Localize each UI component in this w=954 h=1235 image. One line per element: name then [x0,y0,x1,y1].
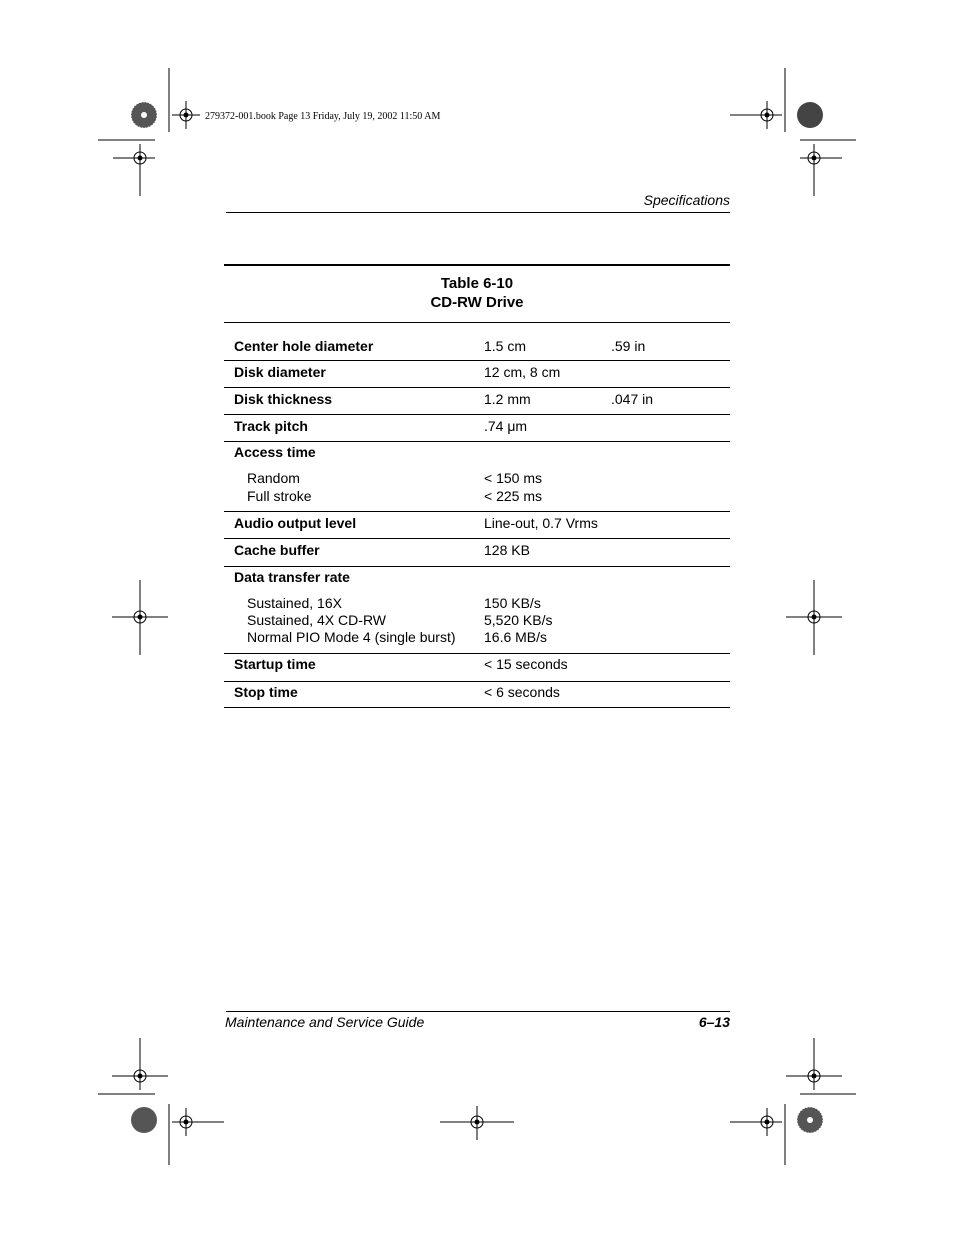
registration-target-icon [113,144,155,196]
table-row: Startup time < 15 seconds [224,654,730,682]
table-number: Table 6-10 [440,275,514,292]
footer-page-number: 6–13 [698,1014,730,1030]
table-row: Disk thickness 1.2 mm .047 in [224,388,730,415]
table-row: Cache buffer 128 KB [224,539,730,567]
table-row: Track pitch .74 μm [224,415,730,442]
registration-target-icon [730,101,782,129]
table-caption [224,266,730,323]
starburst-icon [131,102,157,128]
footer-rule [226,1011,730,1012]
starburst-icon [797,1107,823,1133]
running-head: Specifications [643,192,730,208]
header-rule [226,212,730,213]
registration-target-icon [786,1038,842,1090]
print-slug: 279372-001.book Page 13 Friday, July 19, 2002 11:50 AM [205,111,441,122]
registration-target-icon [112,1038,168,1090]
spec-table [224,264,730,708]
table-row: Center hole diameter 1.5 cm .59 in [224,323,730,361]
starburst-icon [797,102,823,128]
table-row: Stop time < 6 seconds [224,682,730,708]
table-row: Disk diameter 12 cm, 8 cm [224,361,730,388]
table-row: Audio output level Line-out, 0.7 Vrms [224,512,730,539]
registration-target-icon [172,1108,224,1136]
registration-target-icon [730,1108,782,1136]
footer-book-title: Maintenance and Service Guide [225,1014,425,1030]
registration-target-icon [800,144,842,196]
table-row: Access time Random < 150 ms Full stroke < 225 ms [224,442,730,512]
table-row: Data transfer rate Sustained, 16X 150 KB/s Sustained, 4X CD-RW 5,520 KB/s Normal PIO Mode 4 (single burst) 16.6 MB/s [224,567,730,654]
starburst-icon [131,1107,157,1133]
table-title: CD-RW Drive [430,294,524,311]
